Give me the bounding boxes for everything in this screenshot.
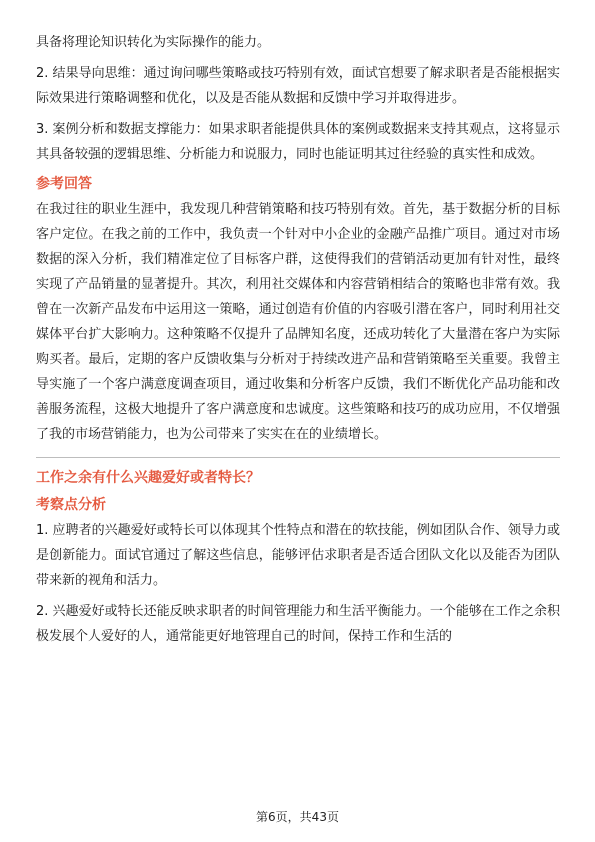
answer-label: 参考回答 bbox=[36, 176, 92, 192]
question-heading: 工作之余有什么兴趣爱好或者特长？ bbox=[36, 470, 260, 486]
paragraph-point-2: 2. 结果导向思维：通过询问哪些策略或技巧特别有效，面试官想要了解求职者是否能根据实际效果进行策略调整和优化，以及是否能从数据和反馈中学习并取得进步。 bbox=[36, 66, 560, 106]
page-number: 第6页，共43页 bbox=[256, 810, 339, 824]
analysis-point-1: 1. 应聘者的兴趣爱好或特长可以体现其个性特点和潜在的软技能，例如团队合作、领导力或是创新能力。面试官通过了解这些信息，能够评估求职者是否适合团队文化以及能否为团队带来新的视角和活力。 bbox=[36, 523, 560, 588]
paragraph-point-3: 3. 案例分析和数据支撑能力：如果求职者能提供具体的案例或数据来支持其观点，这将显示其具备较强的逻辑思维、分析能力和说服力，同时也能证明其过往经验的真实性和成效。 bbox=[36, 122, 560, 162]
section-divider bbox=[36, 457, 560, 458]
page-content bbox=[36, 30, 560, 655]
answer-paragraph: 在我过往的职业生涯中，我发现几种营销策略和技巧特别有效。首先，基于数据分析的目标客户定位。在我之前的工作中，我负责一个针对中小企业的金融产品推广项目。通过对市场数据的深入分析，我们精准定位了目标客户群，这使得我们的营销活动更加有针对性，最终实现了产品销量的显著提升。其次，利用社交媒体和内容营销相结合的策略也非常有效。我曾在一次新产品发布中运用这一策略，通过创造有价值的内容吸引潜在客户，同时利用社交媒体平台扩大影响力。这种策略不仅提升了品牌知名度，还成功转化了大量潜在客户为实际购买者。最后，定期的客户反馈收集与分析对于持续改进产品和营销策略至关重要。我曾主导实施了一个客户满意度调查项目，通过收集和分析客户反馈，我们不断优化产品功能和改善服务流程，这极大地提升了客户满意度和忠诚度。这些策略和技巧的成功应用，不仅增强了我的市场营销能力，也为公司带来了实实在在的业绩增长。 bbox=[36, 202, 560, 442]
analysis-label: 考察点分析 bbox=[36, 497, 106, 513]
analysis-point-2: 2. 兴趣爱好或特长还能反映求职者的时间管理能力和生活平衡能力。一个能够在工作之余积极发展个人爱好的人，通常能更好地管理自己的时间，保持工作和生活的 bbox=[36, 604, 560, 644]
paragraph-continuation: 具备将理论知识转化为实际操作的能力。 bbox=[36, 35, 271, 50]
